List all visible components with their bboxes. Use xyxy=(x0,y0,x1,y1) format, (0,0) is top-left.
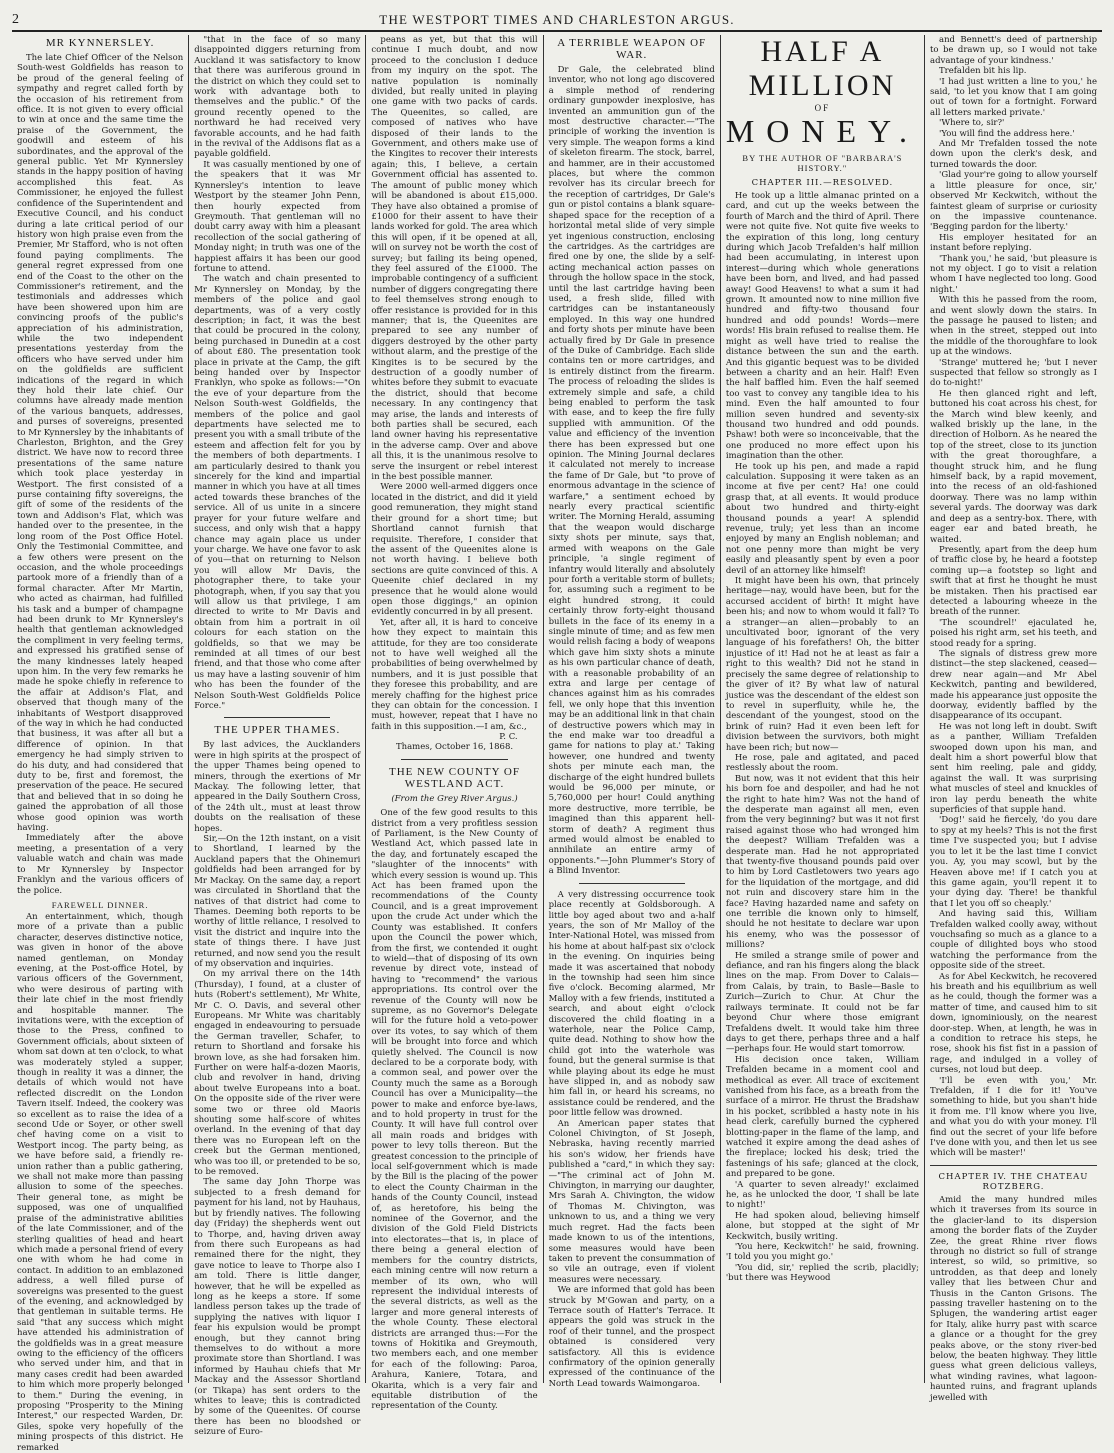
column-5 xyxy=(721,35,925,1383)
article-body-continued xyxy=(194,35,360,711)
article-paragraph: Immediately after the above meeting, a presentation of a very valuable watch and chain was made to Mr Kynnersley by Inspector Franklyn and the various officers of the police. xyxy=(17,833,184,896)
article-paragraph: A very distressing occurrence took place recently at Goldsborough. A little boy aged about two and a-half years, the son of Mr Malloy of the Inter-National Hotel, was missed from his home at about half-past six o'clock in the evening. On inquiries being made it was ascertained that nobody in the township had seen him since five o'clock. Becoming alarmed, Mr Malloy with a few friends, instituted a search, and about eight o'clock discovered the child floating in a waterhole, near the Police Camp, quite dead. Nothing to show how the child got into the waterhole was found, but the general surmise is that while playing about its edge he must have slipped in, and as nobody saw him fall in, or heard his screams, no assistance could be rendered, and the poor little fellow was drowned. xyxy=(548,889,715,1119)
article-paragraph: As for Abel Keckwitch, he recovered his breath and his equilibrium as well as he could, though the former was a matter of time, and caused him to sit down, ignominiously, on the nearest door-step. When, at length, he was in a condition to retrace his steps, he rose, shook his fist fist in a passion of rage, and indulged in a volley of curses, not loud but deep. xyxy=(930,971,1098,1076)
article-paragraph: And Mr Trefalden tossed the note down upon the clerk's desk, and turned towards the door. xyxy=(930,139,1098,170)
article-paragraph: It was casually mentioned by one of the speakers that it was Mr Kynnersley's intention to leave Westport by the steamer John Penn, then hourly expected from Greymouth. That gentleman will no doubt carry away with him a pleasant recollection of the social gathering of Monday night; in truth was one of the happiest affairs it has been our good fortune to attend. xyxy=(194,159,361,274)
subheading-farewell-dinner: FAREWELL DINNER. xyxy=(51,899,149,910)
letter-signoff: P. C. xyxy=(499,732,518,743)
article-body-continued xyxy=(371,35,537,732)
article-paragraph: Dr Gale, the celebrated blind inventor, who not long ago discovered a simple method of rendering ordinary gunpowder inexplosive, has invented an ammunition gun of the most destructive character.—"The principle of working the invention is very simple. The weapon forms a kind of skeleton firearm. The stock, barrel, and hammer, are in their accustomed places, but where the common revolver has its circular breech for the reception of cartridges, Dr Gale's gun or pistol contains a blank square-shaped space for the reception of a horizontal metal slide of very simple yet ingenious construction, enclosing the cartridges. As the cartridges are fired one by one, the slide by a self-acting mechanical action passes on through the hollow space in the stock, until the last cartridge having been used, a fresh slide, filled with cartridges can be instantaneously employed. In this way one hundred and forty shots per minute have been actually fired by Dr Gale in presence of the Duke of Cambridge. Each slide contains ten or more cartridges, and is entirely distinct from the firearm. The process of reloading the slides is extremely simple and safe, a child being enabled to perform the task with ease, and to keep the fire fully supplied with ammunition. Of the value and efficiency of the invention there has been expressed but one opinion. The Mining Journal declares it calculated not merely to increase the fame of Dr Gale, but "to prove of enormous advantage in the science of warfare," a sentiment echoed by nearly every practical scientific writer. The Morning Herald, assuming that the weapon would discharge sixty shots per minute, says that, armed with weapons on the Gale principle, 'a single regiment of infantry would literally and absolutely pour forth a veritable storm of bullets; for, assuming such a regiment to be eight hundred strong, it could certainly throw forty-eight thousand bullets in the face of its enemy in a single minute of time; and as few men would relish facing a body of weapons which gave him sixty shots a minute as his own particular chance of death, with a reasonable probability of an extra and large per centage of chances against him as his comrades fell, we only hope that this invention may be an additional link in that chain of destructive powers which may in the end make war too dreadful a game for nations to play at.' Taking however, one hundred and twenty shots per minute each man, the discharge of the eight hundred bullets would be 96,000 per minute, or 5,760,000 per hour! Could anything more destructive, more terrible, be imagined than this apparent hell-storm of death? A regiment thus armed would almost be enabled to annihilate an entire army of opponents."—John Plummer's Story of a Blind Inventor. xyxy=(548,65,715,877)
article-paragraph: 'Glad your're going to allow yourself a little pleasure for once, sir,' observed Mr Keckwitch, without the faintest gleam of surprise or curiosity on the impassive countenance. 'Begging pardon for the liberty.' xyxy=(930,170,1098,233)
article-heading-upper-thames: THE UPPER THAMES. xyxy=(214,724,341,737)
article-paragraph: 'Thank you,' he said, 'but pleasure is not my object. I go to visit a relation whom I have neglected too long. Good night.' xyxy=(930,253,1098,295)
paper-title: THE WESTPORT TIMES AND CHARLESTON ARGUS. xyxy=(379,12,735,27)
article-paragraph: One of the few good results to this district from a very profitless session of Parliament, is the New County of Westland Act, which passed late in the day, and fortunately escaped the "slaughter of the innocents" with which every session is wound up. This Act has been framed upon the recommendations of the County Council, and is a great improvement upon the crude Act under which the County was established. It confers upon the Council the power which, from the first, we contended it ought to wield—that of disposing of its own revenue by direct vote, instead of having to "recommend" the various appropriations. Its control over the revenue of the County will now be supreme, as no Governor's Delegate will for the future hold a veto-power over its votes, to say which of them will be brought into force and which quietly shelved. The Council is now declared to be a corporate body, with a common seal, and power over the County much the same as a Borough Council has over a Municipality—the power to make and enforce bye-laws, and to hold property in trust for the County. It will have full control over all main roads and bridges with power to levy tolls thereon. But the greatest concession to the principle of local self-government which is made by the Bill is the placing of the power to elect the County Chairman in the hands of the County Council, instead of, as heretofore, his being the nominee of the Governor, and the division of the Gold Field Districts into electorates—that is, in place of there being a general election of members for the country districts, each mining centre will now return a member of its own, who will represent the individual interests of the several districts, as well as the larger and more general interests of the whole County. These electoral districts are arranged thus:—For the towns of Hokitika and Greymouth, two members each, and one member for each of the following: Paroa, Arahura, Kaniere, Totara, and Okarita, which is a very fair and equitable distribution of the representation of the County. xyxy=(371,808,538,1412)
article-paragraph: 'You did, sir,' replied the scrib, placidly; 'but there was Heywood xyxy=(725,1262,920,1284)
article-heading-weapon: A TERRIBLE WEAPON OF WAR. xyxy=(557,37,707,61)
divider xyxy=(401,759,507,760)
chapter-paragraph: Amid the many hundred miles which it traverses from its source in the glacier-land to its dispersion among the border flats of the Zuyder Zee, the great Rhine river flows through no district so full of strange interest, so wild, so primitive, so untrodden, as that deep and lonely valley that lies between Chur and Thusis in the Canton Grisons. The passing traveller hastening on to the Splugen, the wandering artist eager for Italy, alike hurry past with scarce a glance or a thought for the grey peaks above, or the stony river-bed below, the beaten highway. They little guess what green delicious valleys, what winding ravines, what lagoon-haunted ruins, and fragrant uplands jewelled with xyxy=(930,1194,1098,1403)
article-paragraph: 'You will find the address here.' xyxy=(939,128,1075,139)
news-items xyxy=(549,890,715,1390)
article-paragraph: With this he passed from the room, and went slowly down the stairs. In the passage he paused to listen; and when in the street, stepped out into the middle of the thoroughfare to look up at the windows. xyxy=(930,295,1098,358)
article-paragraph: The signals of distress grew more distinct—the step slackened, ceased—drew near again—and Mr Abel Keckwitch, panting and bewildered, made his appearance just opposite the doorway, evidently baffled by the disappearance of its occupant. xyxy=(930,648,1098,722)
banner-author: BY THE AUTHOR OF "BARBARA'S HISTORY." xyxy=(742,153,903,173)
article-paragraph: Sir,—On the 12th instant, on a visit to Shortland, I learned by the Auckland papers that the Ohinemuri goldfields had been arranged for by Mr Mackay. On the same day, a report was circulated in Shortland that the natives of that district had come to Thames. Deeming both reports to be worthy of little reliance, I resolved to visit the district and inquire into the state of things there. I have just returned, and now send you the result of my observation and inquiries. xyxy=(194,834,361,969)
article-paragraph: The watch and chain presented to Mr Kynnersley on Monday, by the members of the police and gaol departments, was of a very costly description; in fact, it was the best that could be procured in the colony, being purchased in Dunedin at a cost of about £80. The presentation took place in private at the Camp, the gift being handed over by Inspector Franklyn, who spoke as follows:—"On the eve of your departure from the Nelson South-west Goldfields, the members of the police and gaol departments have selected me to present you with a small tribute of the esteem and affection felt for you by the members of both departments. I am particularly desired to thank you sincerely for the kind and impartial manner in which you have at all times acted towards these branches of the service. All of us unite in a sincere prayer for your future welfare and success, and only wish that a happy chance may again place us under your charge. We have one favor to ask of you—that on returning to Nelson you will allow Mr Davis, the photographer there, to take your photograph, when, if you say that you will allow us that privilege, I am directed to write to Mr Davis and obtain from him a portrait in oil colours for each station on the goldfields, so that we may be reminded at all times of our best friend, and that those who come after us may have a lasting souvenir of him who has been the founder of the Nelson South-West Goldfields Police Force." xyxy=(194,274,361,711)
serial-body xyxy=(726,191,919,1284)
article-paragraph: "that in the face of so many disappointed diggers returning from Auckland it was satisfactory to know that there was auriferous ground in the district on which they could set to work with advantage both to themselves and the public." Of the ground recently opened to the northward he had received very favorable accounts, and he had faith in the revival of the Addisons flat as a payable goldfield. xyxy=(194,35,361,160)
letter-dateline: Thames, October 16, 1868. xyxy=(395,742,514,753)
article-paragraph: He had spoken aloud, believing himself alone, but stopped at the sight of Mr Keckwitch, busily writing. xyxy=(725,1210,920,1242)
article-paragraph: 'A quarter to seven already!' exclaimed he, as he unlocked the door, 'I shall be late to night!' xyxy=(725,1179,920,1211)
article-paragraph: His employer hesitated for an instant before replying. xyxy=(930,232,1098,254)
article-paragraph: The same day John Thorpe was subjected to a fresh demand for payment for his land, not by Hauhaus, but by friendly natives. The following day (Friday) the shepherds went out to Thorpe, and, having driven away from there such Europeans as had remained there for the night, they gave notice to leave to Thorpe also I am told. There is little danger, however, that he will be expelled as long as he keeps a store. If some landless person takes up the trade of supplying the natives with liquor I fear his expulsion would be prompt enough, but they cannot bring themselves to do without a more proximate store than Shortland. I was informed by Hauhau chiefs that Mr Mackay and the Assessor Shortland (or Tikapa) has sent orders to the whites to leave; this is contradicted by some of the Queenites. Of course there has been no bloodshed or seizure of Euro- xyxy=(194,1177,361,1438)
article-paragraph: But now, was it not evident that this heir his born foe and despoiler, and had he not the right to hate him? Was not the hand of the desperate man against all men, even from the very beginning? but was it not first raised against those who had wronged him the deepest? William Trefalden was a desperate man. Had he not appropriated that twenty-five thousand pounds paid over to him by Lord Castletowers two years ago for the liquidation of the mortgage, and did not ruin and discovery stare him in the face? Having hazarded name and safety on one terrible die known only to himself, should he not hesitate to declare war upon his enemy, who was the possessor of millions? xyxy=(725,773,920,951)
article-paragraph: 'The scoundrel!' ejaculated he, poised his right arm, set his teeth, and stood ready for a spring. xyxy=(930,617,1098,649)
article-paragraph: 'You here, Keckwitch!' he said, frowning. 'I told you you might go.' xyxy=(725,1242,920,1263)
chapter-heading: CHAPTER IV. THE CHATEAU ROTZBERG. xyxy=(938,1171,1089,1192)
article-paragraph: On my arrival there on the 14th (Thursday), I found, at a cluster of huts (Robert's settlement), Mr White, Mr C. O. Davis, and several other Europeans. Mr White was charitably engaged in endeavouring to persuade the German traveller, Schafer, to return to Shortland and forsake his brown love, as she had forsaken him. Further on were half-a-dozen Maoris, club and revolver in hand, driving about twelve Europeans into a boat. On the opposite side of the river were some two or three old Maoris shouting some half-score of whites overland. In the evening of that day there was no European left on the creek but the German mentioned, who was too ill, or pretended to be so, to be removed. xyxy=(194,969,361,1178)
article-paragraph: We are informed that gold has been struck by M'Gowan and party, on a Terrace south of Hatter's Terrace. It appears the gold was struck in the roof of their tunnel, and the prospect obtained is considered very satisfactory. All this is evidence confirmatory of the opinion generally expressed of the continuance of the North Lead towards Waimongaroa. xyxy=(548,1285,715,1389)
article-paragraph: He took up his pen, and made a rapid calculation. Supposing it were taken as an income at five per cent? Ha! one could grasp that, at all events. It would produce about two hundred and thirty-eight thousand pounds a year! A splendid revenue, truly; yet less than an income enjoyed by many an English nobleman; and not one penny more than might be very easily and pleasantly spent by even a poor devil of an attorney like himself! xyxy=(725,461,920,576)
divider xyxy=(579,883,685,884)
columns xyxy=(12,35,1102,1453)
article-paragraph: 'I had just written a line to you,' he said, 'to let you know that I am going out of town for a fortnight. Forward all letters marked private.' xyxy=(930,76,1098,118)
article-paragraph: and Bennett's deed of partnership to be drawn up, so I would not take advantage of your kindness.' xyxy=(930,35,1098,66)
banner-of: OF xyxy=(814,103,831,113)
article-paragraph: 'Dog!' said he fiercely, 'do you dare to spy at my heels? This is not the first time I've suspected you; but I advise you to let it be the last time I convict you. Ay, you may scowl, but by the Heaven above me! if I catch you at this game again, you'll repent it to your dying day. There! be thankful that I let you off so cheaply.' xyxy=(930,815,1098,909)
article-paragraph: His decision once taken, William Trefalden became in a moment cool and methodical as ever. All trace of excitement vanished from his face, as a breath from the surface of a mirror. He thrust the Bradshaw in his pocket, scribbled a hasty note in his head clerk, carefully burned the cyphered blotting-paper in the flame of the lamp, and watched it expire among the dead ashes of the fireplace; locked his desk; tried the fastenings of his safe; glanced at the clock, and prepared to be gone. xyxy=(725,1054,920,1180)
divider xyxy=(224,717,330,718)
banner-title-line2: MONEY. xyxy=(725,113,920,149)
article-paragraph: He then glanced right and left, buttoned his coat across his chest, for the March wind blew keenly, and walked briskly up the lane, in the direction of Holborn. As he neared the top of the street, close to its junction with the great thoroughfare, a thought struck him, and he flung himself back, by a rapid movement, into the recess of an old-fashioned doorway. There was no lamp within several yards. The doorway was dark and deep as a sentry-box. There, with eager ear and bated breath, he waited. xyxy=(930,388,1098,545)
serial-body-continued xyxy=(930,35,1097,1159)
masthead xyxy=(12,10,1102,32)
column-2 xyxy=(189,35,366,1438)
article-body-weapon xyxy=(549,65,715,877)
column-4 xyxy=(544,35,721,1389)
article-paragraph: He rose, pale and agitated, and paced restlessly about the room. xyxy=(725,752,920,774)
article-body-kynnersley xyxy=(17,53,183,896)
article-paragraph: peans as yet, but that this will continue I much doubt, and now proceed to the conclusion I deduce from my inquiry on the spot. The native population is nominally divided, but really united in playing one game with two packs of cards. The Queenites, so called, are composed of natives who have disposed of their lands to the Government, and others make use of the Kingites to recover their interests again; this, I believe, a certain Government official has assented to. The amount of public money which will be abandoned is about £15,000. They have also obtained a promise of £1000 for their assent to have their lands worked for gold. The area which this will open, if it be opened at all, will on survey not be worth the cost of survey; but failing its being opened, they feel assured of the £1000. The improbable contingency of a sufficient number of diggers congregating there to feel themselves strong enough to offer resistance is provided for in this manner; that is, the Queenites are prepared to see any number of diggers destroyed by the other party without alarm, and the prestige of the Kingites is to be secured by the destruction of a goodly number of whites before they submit to evacuate the district, should that become necessary. In any contingency that may arise, the lands and interests of both parties shall be secured, each land owner having his representative in the adverse camp. Over and above all this, it is the unanimous resolve to serve the insurgent or rebel interest in the best possible manner. xyxy=(371,35,538,483)
article-paragraph: He was not long left in doubt. Swift as a panther, William Trefalden swooped down upon his man, and dealt him a short powerful blow that sent him reeling, pale and giddy, against the wall. It was surprising what muscles of steel and knuckles of iron lay perdu beneath the white superficies of that supple hand. xyxy=(930,721,1098,816)
chapter-heading: CHAPTER III.—RESOLVED. xyxy=(751,178,894,188)
article-paragraph: 'Where to, sir?' xyxy=(939,118,1005,129)
article-paragraph: 'I'll be even with you,' Mr. Trefalden, if I die for it! You've something to hide, but you shan't hide it from me. I'll know where you live, and what you do with your money. I'll find out the secret of your life before I've done with you, and then let us see which will be master!' xyxy=(930,1075,1098,1159)
article-heading-westland-act: THE NEW COUNTY OF WESTLAND ACT. xyxy=(389,766,520,791)
article-paragraph: Trefalden bit his lip. xyxy=(939,66,1027,77)
article-paragraph: An entertainment, which, though more of a private than a public character, deserves distinctive notice, was given in honor of the above named gentleman, on Monday evening, at the Post-office Hotel, by various officers of the Government, who were desirous of parting with their late chief in the most friendly and hospitable manner. The invitations were, with the exception of those to the Press, confined to Government officials, about sixteen of whom sat down at ten o'clock, to what was moderately styled a supper, though in reality it was a dinner, the details of which would not have reflected discredit on the London Tavern itself. Indeed, the cookery was so excellent as to raise the idea of a second Ude or Soyer, or other swell chef having come on a visit to Westport incog. The party being, as we have before said, a friendly re-union rather than a public gathering, we shall not make more than passing allusion to some of the speeches. Their general tone, as might be supposed, was one of unqualified praise of the administrative abilities of the late Commissioner, and of the sterling qualities of head and heart which made a personal friend of every one with whom he had come in contact. In addition to an emblazoned address, a well filled purse of sovereigns was presented to the guest of the evening, and acknowledged by that gentleman in suitable terms. He said "that any success which might have attended his administration of the goldfields was in a great measure owing to the efficiency of the officers who served under him, and that in many cases credit had been awarded to him which more properly belonged to them." During the evening, in proposing "Prosperity to the Mining Interest," our respected Warden, Dr. Giles, spoke very hopefully of the mining prospects of this district. He remarked xyxy=(17,911,184,1453)
article-paragraph: He smiled a strange smile of power and defiance, and ran his fingers along the black lines on the map. From Dover to Calais—from Calais, by train, to Basle—Basle to Zurich—Zurich to Chur. At Chur the railways terminate. It could not be far beyond Chur where those emigrant Trefaldens dwelt. It would take him three days to get there, perhaps three and a half—perhaps four. He would start tomorrow. xyxy=(725,950,920,1055)
article-paragraph: Yet, after all, it is hard to conceive how they expect to maintain this attitude, for they are too considerate not to have well weighed all the probabilities of being overwhelmed by numbers, and it is just possible that they foresee this probability, and are merely chaffing for the highest price they can obtain for the concession. I must, however, repeat that I have no faith in this supposition.—I am, &c., xyxy=(371,617,538,732)
serial-banner xyxy=(726,35,919,173)
article-body-upper-thames xyxy=(194,740,360,1437)
column-1 xyxy=(12,35,189,1453)
article-heading-kynnersley: MR KYNNERSLEY. xyxy=(45,37,155,49)
article-source: (From the Grey River Argus.) xyxy=(391,794,518,805)
article-paragraph: An American paper states that Colonel Chivington, of St Joseph, Nebraska, having recently married his son's widow, her friends have published a "card," in which they say:—"The criminal act of John M. Chivington, in marrying our daughter, Mrs Sarah A. Chivington, the widow of Thomas M. Chivington, was unknown to us, and a thing we very much regret. Had the facts been made known to us of the intentions, some measures would have been taken to prevent the consummation of so vile an outrage, even if violent measures were necessary. xyxy=(548,1118,715,1285)
divider xyxy=(930,1165,1097,1166)
article-body-westland-act xyxy=(371,808,537,1412)
column-6 xyxy=(925,35,1102,1403)
article-paragraph: It might have been his own, that princely heritage—nay, would have been, but for the accursed accident of birth! It might have been his; and now to whom would it fall? To a stranger—an alien—probably to an uncultivated boor, ignorant of the very language of his forefathers! Oh, the bitter injustice of it! Had not he at least as fair a right to this wealth? Did not he stand in precisely the same degree of relationship to the giver of it? By what law of natural justice was the descendant of the eldest son to revel in superfluity, while he, the descendant of the youngest, stood on the brink of ruin? Had it even been left for division between the survivors, both might have been rich; but now— xyxy=(725,576,920,753)
article-paragraph: Presently, apart from the deep hum of traffic close by, he heard a footstep coming up—a footstep so light and swift that at first he thought he must be mistaken. Then his practised ear detected a labouring wheeze in the breath of the runner. xyxy=(930,544,1098,618)
article-paragraph: The late Chief Officer of the Nelson South-west Goldfields has reason to be proud of the general feeling of sympathy and regret called forth by the occasion of his retirement from office. It is not given to every official to win at once and the same time the praise of the Government, the goodwill and esteem of his subordinates, and the approval of the general public. Yet Mr Kynnersley stands in the happy position of having accomplished this feat. As Commissioner, he enjoyed the fullest confidence of the Superintendent and Executive Council, and his conduct during a late critical period of our history won high praise even from the Premier, Mr Stafford, who is not often found paying compliments. The general regret expressed from one end of the Coast to the other on the Commissioner's retirement, and the testimonials and addresses which have been showered upon him are convincing proofs of the public's appreciation of his administration, while the two independent presentations yesterday from the officers who have served under him on the goldfields are sufficient indications of the regard in which they hold their late chief. Our columns have already made mention of the various banquets, addresses, and purses of sovereigns, presented to Mr Kynnersley by the inhabitants of Charleston, Brighton, and the Grey district. We have now to record three presentations of the same nature which took place yesterday in Westport. The first consisted of a purse containing fifty sovereigns, the gift of some of the residents of the town and Addison's Flat, which was handed over to the presentee, in the long room of the Post Office Hotel. Only the Testimonial Committee, and a few others were present on the occasion, and the whole proceedings partook more of a friendly than of a formal character. After Mr Martin, who acted as chairman, had fulfilled his task and a bumper of champagne had been drunk to Mr Kynnersley's health that gentleman acknowledged the compliment in very feeling terms, and expressed his gratified sense of the many kindnesses lately heaped upon him. In the very few remarks he made he spoke chiefly in reference to the affair at Addison's Flat, and observed that though many of the inhabitants of Westport disapproved of the way in which he had conducted that business, it was after all but a difference of opinion. In that emergency he had simply striven to do his duty, and had considered that duty to be, first and foremost, the preservation of the peace. He secured that and believed that in so doing he gained the approbation of all those whose good opinion was worth having. xyxy=(17,53,184,834)
article-paragraph: 'Strange' muttered he; 'but I never suspected that fellow so strongly as I do to-night!' xyxy=(930,357,1098,389)
column-3 xyxy=(366,35,543,1412)
page-number: 2 xyxy=(12,12,19,27)
article-paragraph: He took up a little almanac printed on a card, and cut up the weeks between the fourth of March and the third of April. There were not quite five. Not quite five weeks to the expiration of this long, long century during which Jacob Trefalden's half million had been accumulating, in interest upon interest—during which whole generations have been born, and lived, and had passed away! Good Heavens! to what a sum it had grown. It amounted now to nine million five hundred and fifty-two thousand four hundred and odd pounds! Words—mere words! His brain refused to realise them. He might as well have tried to realise the distance between the sun and the earth. And this gigantic bequest was to be divided between a charity and an heir. Half! Even the half baffled him. Even the half seemed too vast to convey any tangible idea to his mind. Even the half amounted to four million seven hundred and seventy-six thousand two hundred and odd pounds. Pshaw! both were so inconceivable, that the one produced no more effect upon his imagination than the other. xyxy=(725,191,920,462)
article-paragraph: By last advices, the Aucklanders were in high spirits at the prospect of the upper Thames being opened to miners, through the exertions of Mr Mackay. The following letter, that appeared in the Daily Southern Cross, of the 24th ult., must at least throw doubts on the realisation of these hopes. xyxy=(194,740,361,834)
banner-title-line1: HALF A MILLION xyxy=(748,35,897,102)
article-paragraph: And having said this, William Trefalden walked coolly away, without vouchsafing so much as a glance to a couple of dilighted boys who stood watching the performance from the opposite side of the street. xyxy=(930,909,1098,972)
article-paragraph: Were 2000 well-armed diggers once located in the district, and did it yield good remuneration, they might stand their ground for a short time; but Shortland cannot furnish that requisite. Therefore, I consider that the assent of the Queenites alone is not worth having. I believe both sections are quite convinced of this. A Queenite chief declared in my presence that he would alone would open those diggings," an opinion evidently concurred in by all present. xyxy=(371,482,538,618)
